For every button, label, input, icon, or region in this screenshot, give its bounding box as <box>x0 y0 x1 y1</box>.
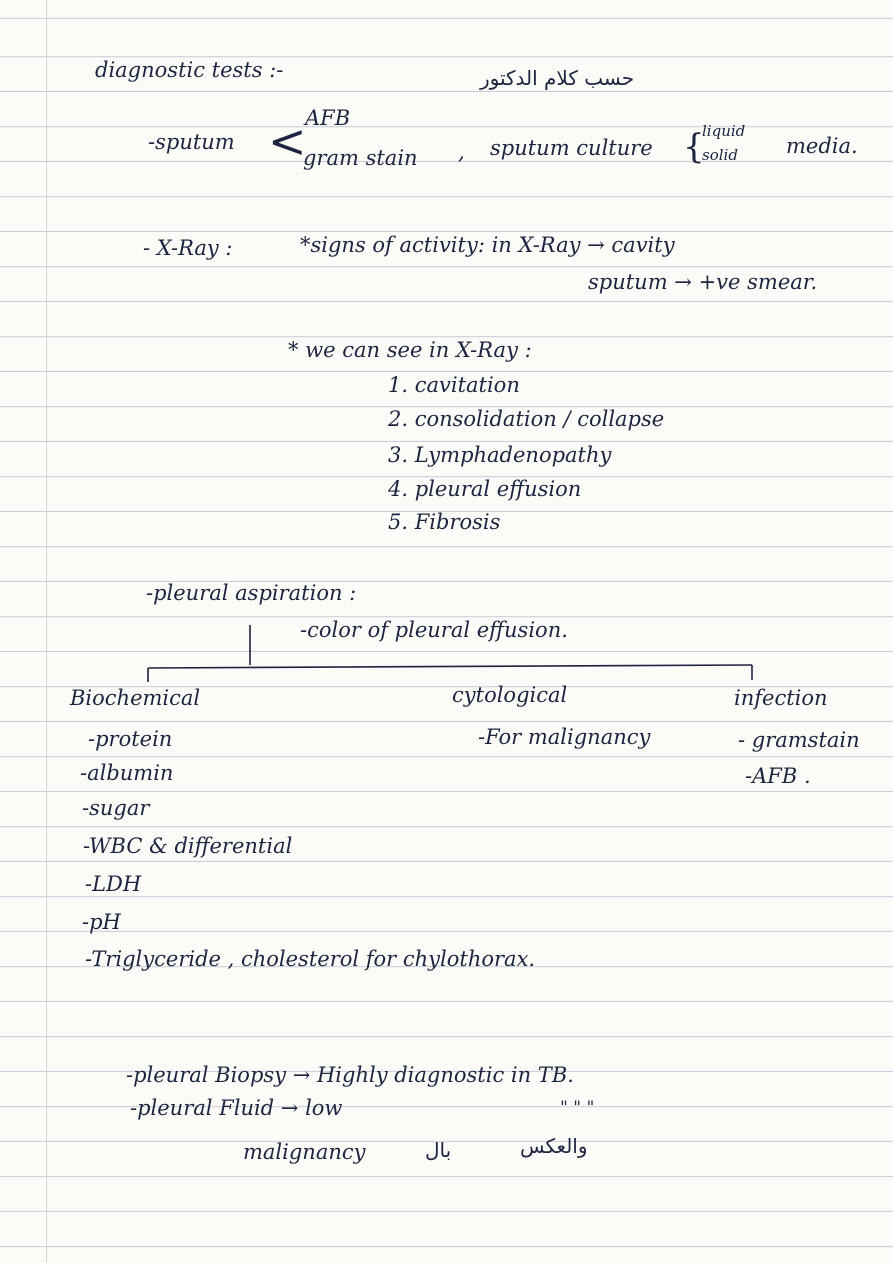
biochemical-item-ldh: -LDH <box>85 872 142 896</box>
cytological-item-malignancy: -For malignancy <box>478 725 651 749</box>
biochemical-item-sugar: -sugar <box>82 796 150 820</box>
infection-item-gramstain: - gramstain <box>738 728 860 752</box>
sputum-option-afb: AFB <box>305 106 351 130</box>
sputum-option-gram-stain: gram stain <box>303 146 418 170</box>
pleural-aspiration-title: -pleural aspiration : <box>146 581 357 605</box>
cytological-heading: cytological <box>452 683 568 707</box>
arabic-note: حسب كلام الدكتور <box>480 66 635 90</box>
pleural-color-note: -color of pleural effusion. <box>300 618 568 642</box>
arabic-bal: بال <box>425 1138 452 1162</box>
biochemical-item-albumin: -albumin <box>80 761 174 785</box>
ditto-marks: " " " <box>560 1098 595 1118</box>
culture-brace: { <box>683 127 705 167</box>
culture-option-solid: solid <box>702 146 738 164</box>
pleural-fluid-line: -pleural Fluid → low <box>130 1096 343 1120</box>
xray-finding-2: 2. consolidation / collapse <box>388 407 665 431</box>
sputum-culture-label: sputum culture <box>490 136 653 160</box>
biochemical-item-protein: -protein <box>88 727 173 751</box>
xray-activity-line: *signs of activity: in X-Ray → cavity <box>300 233 675 257</box>
xray-label: - X-Ray : <box>143 236 233 260</box>
xray-finding-1: 1. cavitation <box>388 373 520 397</box>
biochemical-item-ph: -pH <box>82 910 121 934</box>
xray-finding-5: 5. Fibrosis <box>388 510 501 534</box>
infection-item-afb: -AFB . <box>745 764 811 788</box>
sputum-brace: < <box>268 114 307 168</box>
arabic-vice-versa: والعكس <box>520 1134 588 1158</box>
culture-option-liquid: liquid <box>702 122 746 140</box>
infection-heading: infection <box>734 686 828 710</box>
biochemical-item-triglyceride: -Triglyceride , cholesterol for chylothorax. <box>85 947 536 971</box>
xray-finding-4: 4. pleural effusion <box>388 477 582 501</box>
biochemical-item-wbc: -WBC & differential <box>83 834 293 858</box>
malignancy-word: malignancy <box>243 1140 366 1164</box>
xray-see-heading: * we can see in X-Ray : <box>288 338 532 362</box>
xray-activity-line2: sputum → +ve smear. <box>588 270 818 294</box>
culture-suffix: media. <box>786 134 858 158</box>
xray-finding-3: 3. Lymphadenopathy <box>388 443 612 467</box>
sputum-separator: , <box>458 140 465 164</box>
page-title: diagnostic tests :- <box>95 58 284 82</box>
pleural-biopsy-line: -pleural Biopsy → Highly diagnostic in TB. <box>126 1063 574 1087</box>
biochemical-heading: Biochemical <box>70 686 201 710</box>
sputum-label: -sputum <box>148 130 235 154</box>
